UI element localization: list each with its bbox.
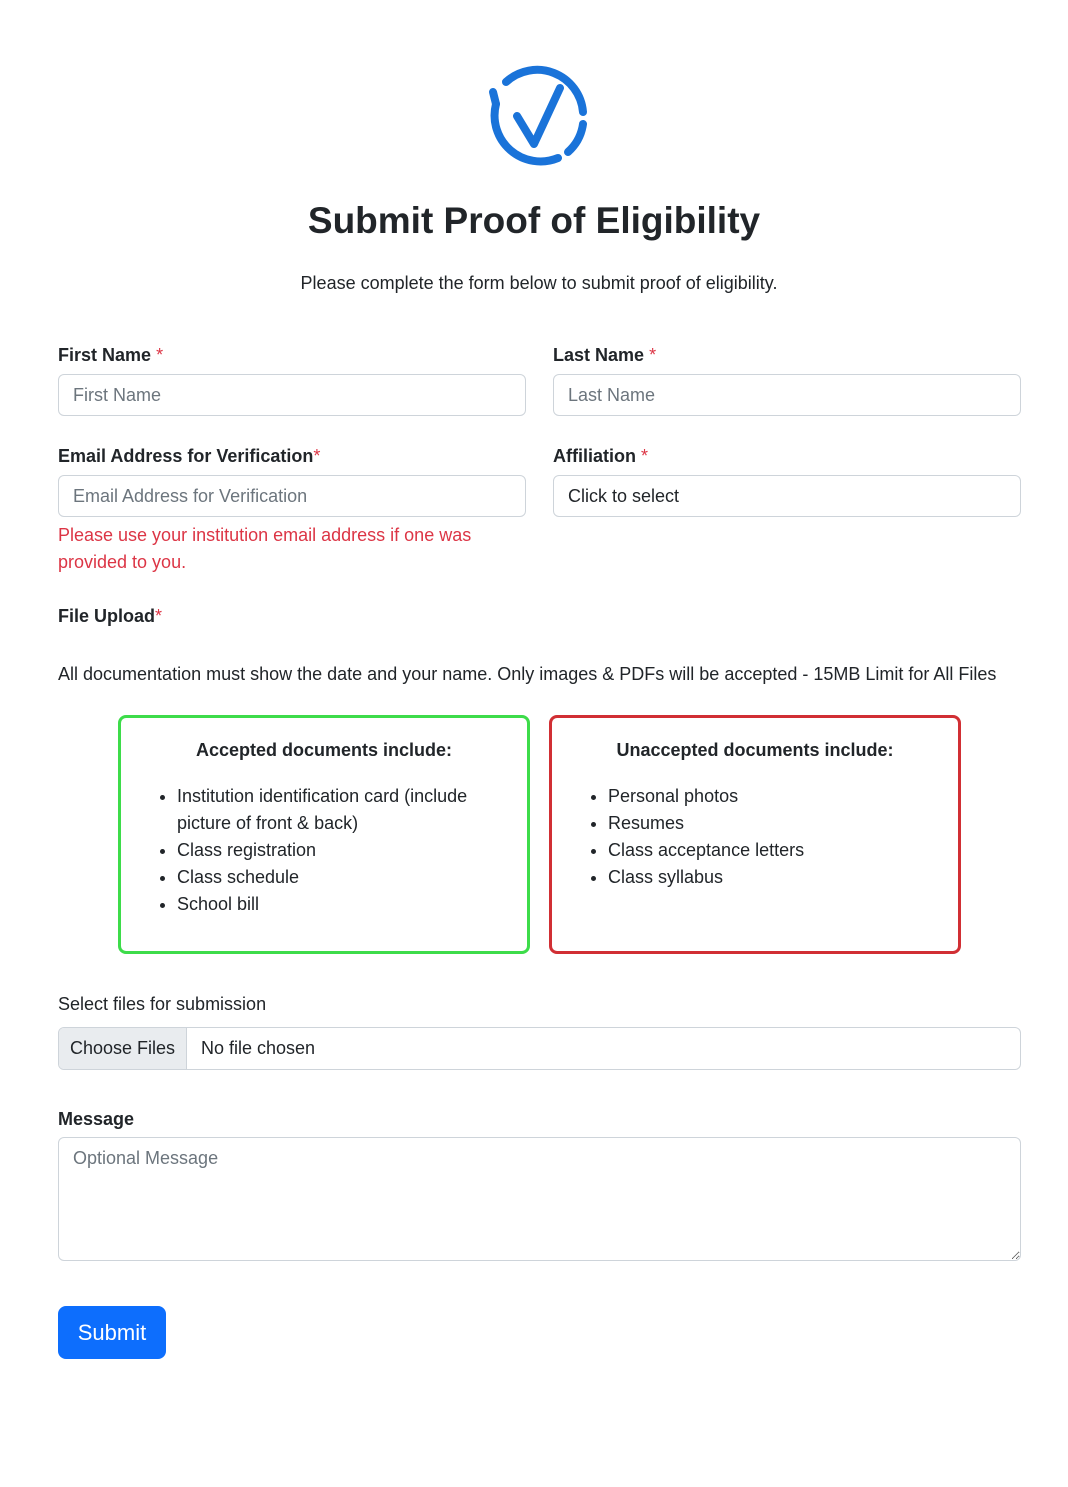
- last-name-label: [553, 345, 656, 366]
- required-mark: *: [641, 446, 649, 466]
- file-upload-label: [58, 606, 162, 627]
- unaccepted-documents-title: Unaccepted documents include:: [616, 740, 894, 760]
- select-files-label: Select files for submission: [58, 994, 267, 1014]
- list-item: • Institution identification card (include picture of front & back): [177, 783, 497, 837]
- submit-button[interactable]: Submit: [58, 1306, 166, 1359]
- first-name-label-text: First Name: [58, 345, 152, 365]
- required-mark: *: [156, 345, 164, 365]
- choose-files-button[interactable]: Choose Files: [59, 1028, 187, 1069]
- list-item: • Resumes: [608, 810, 928, 837]
- accepted-documents-list: [121, 783, 527, 918]
- message-label: [58, 1109, 134, 1130]
- affiliation-select[interactable]: [553, 475, 1021, 517]
- page-subtitle: Please complete the form below to submit proof of eligibility.: [300, 273, 778, 293]
- unaccepted-documents-list: [552, 783, 958, 891]
- file-input[interactable]: [58, 1027, 1021, 1070]
- first-name-label: [58, 345, 163, 366]
- page-title: Submit Proof of Eligibility: [307, 200, 761, 241]
- file-upload-label-text: File Upload: [58, 606, 156, 626]
- email-input[interactable]: [58, 475, 526, 517]
- list-item: • Class schedule: [177, 864, 497, 891]
- required-mark: *: [649, 345, 657, 365]
- message-label-text: Message: [58, 1109, 135, 1129]
- check-circle-icon: [484, 62, 594, 172]
- affiliation-label: [553, 446, 648, 467]
- unaccepted-documents-box: [549, 715, 961, 954]
- affiliation-label-text: Affiliation: [553, 446, 636, 466]
- list-item: • Personal photos: [608, 783, 928, 810]
- accepted-documents-box: [118, 715, 530, 954]
- message-textarea[interactable]: [58, 1137, 1021, 1261]
- email-label-text: Email Address for Verification: [58, 446, 314, 466]
- list-item: • School bill: [177, 891, 497, 918]
- last-name-label-text: Last Name: [553, 345, 645, 365]
- first-name-input[interactable]: [58, 374, 526, 416]
- file-status: No file chosen: [201, 1038, 316, 1058]
- list-item: • Class syllabus: [608, 864, 928, 891]
- email-hint: Please use your institution email address if one was provided to you.: [58, 525, 472, 572]
- list-item: • Class registration: [177, 837, 497, 864]
- required-mark: *: [313, 446, 321, 466]
- required-mark: *: [155, 606, 163, 626]
- list-item: • Class acceptance letters: [608, 837, 928, 864]
- affiliation-selected-value: Click to select: [568, 485, 680, 506]
- file-upload-note: All documentation must show the date and your name. Only images & PDFs will be accepted - 15MB Limit for All Files: [58, 664, 997, 684]
- last-name-input[interactable]: [553, 374, 1021, 416]
- accepted-documents-title: Accepted documents include:: [195, 740, 453, 760]
- email-label: [58, 446, 320, 467]
